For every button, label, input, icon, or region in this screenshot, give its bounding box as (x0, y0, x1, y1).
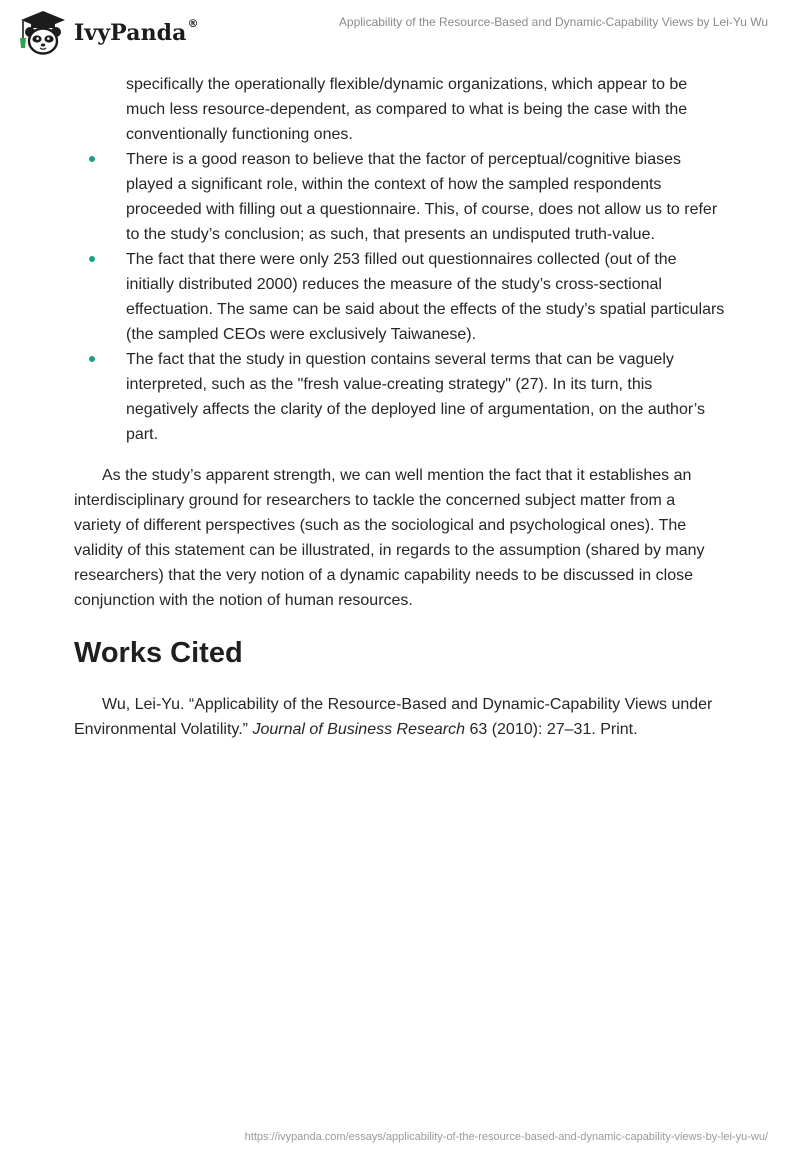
bullet-continuation-text: specifically the operationally flexible/dynamic organizations, which appear to be much less resource-dependent, as compared to what is being the case with the conventionally functioning ones. (126, 76, 688, 143)
list-item (74, 347, 726, 447)
citation-entry (74, 692, 726, 742)
essay-content (74, 72, 726, 742)
logo-wordmark: IvyPanda® (74, 17, 199, 46)
critique-bullet-list (74, 147, 726, 447)
list-item-text: There is a good reason to believe that the factor of perceptual/cognitive biases played a significant role, within the context of how the sampled respondents proceeded with filling out a questionnaire. This, of course, does not allow us to refer to the study’s conclusion; as such, that presents an undisputed truth-value. (126, 151, 718, 243)
footer-source-url[interactable]: https://ivypanda.com/essays/applicability-of-the-resource-based-and-dynamic-capability-views-by-lei-yu-wu/ (244, 1131, 768, 1143)
bullet-dot-icon (89, 256, 95, 262)
bullet-dot-icon (89, 356, 95, 362)
citation-details: 63 (2010): 27–31. Print. (465, 721, 638, 738)
list-item (74, 247, 726, 347)
page-header (0, 0, 800, 62)
list-item (74, 147, 726, 247)
document-title: Applicability of the Resource-Based and Dynamic-Capability Views by Lei-Yu Wu (338, 15, 768, 29)
body-paragraph: As the study’s apparent strength, we can well mention the fact that it establishes an interdisciplinary ground for researchers to tackle the concerned subject matter from a variety of different perspectives (such as the sociological and psychological ones). The validity of this statement can be illustrated, in regards to the assumption (shared by many researchers) that the very notion of a dynamic capability needs to be discussed in close conjunction with the notion of human resources. (74, 467, 705, 609)
ivypanda-logo[interactable] (14, 8, 199, 56)
citation-authors-title: Wu, Lei-Yu. “Applicability of the Resource-Based and Dynamic-Capability Views under Environmental Volatility.” (74, 696, 713, 738)
list-item-text: The fact that there were only 253 filled out questionnaires collected (out of the initially distributed 2000) reduces the measure of the study’s cross-sectional effectuation. The same can be said about the effects of the study’s spatial particulars (the sampled CEOs were exclusively Taiwanese). (126, 251, 725, 343)
citation-journal: Journal of Business Research (252, 721, 466, 738)
panda-graduate-icon (14, 8, 72, 56)
works-cited-heading: Works Cited (74, 637, 243, 669)
bullet-dot-icon (89, 156, 95, 162)
list-item-text: The fact that the study in question contains several terms that can be vaguely interpreted, such as the "fresh value-creating strategy" (27). In its turn, this negatively affects the clarity of the deployed line of argumentation, on the author’s part. (126, 351, 706, 443)
